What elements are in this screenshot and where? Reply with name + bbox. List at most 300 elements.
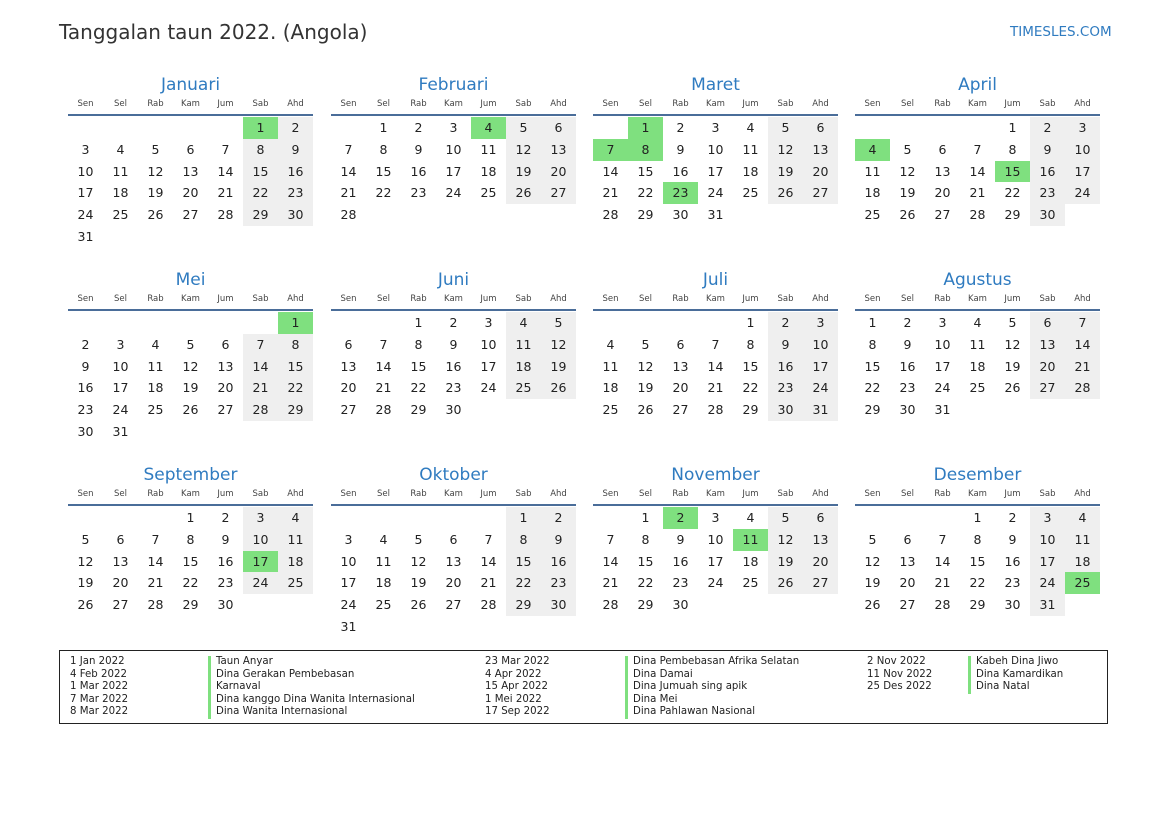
day-cell[interactable]: 28 [217,207,234,223]
day-cell[interactable]: 27 [445,597,462,613]
day-cell[interactable]: 10 [480,336,497,352]
day-cell[interactable]: 25 [480,185,497,201]
day-cell[interactable]: 20 [112,575,129,591]
day-cell[interactable]: 12 [182,358,199,374]
day-cell[interactable]: 3 [116,336,125,352]
day-cell[interactable]: 13 [803,139,838,161]
day-cell[interactable]: 6 [344,336,353,352]
day-cell[interactable]: 5 [186,336,195,352]
day-cell[interactable]: 26 [147,207,164,223]
day-cell[interactable]: 2 [1008,510,1017,525]
day-cell[interactable]: 31 [77,228,94,244]
day-cell[interactable]: 18 [864,185,881,201]
day-cell[interactable]: 9 [1008,531,1017,547]
day-cell[interactable]: 18 [112,185,129,201]
day-cell[interactable]: 10 [112,358,129,374]
day-cell[interactable]: 26 [506,182,541,204]
day-cell[interactable]: 6 [541,117,576,139]
day-cell[interactable]: 29 [864,402,881,418]
day-cell[interactable]: 16 [672,553,689,569]
day-cell[interactable]: 27 [672,402,689,418]
day-cell[interactable]: 24 [934,380,951,396]
day-cell[interactable]: 9 [676,531,685,547]
day-cell[interactable]: 13 [1030,334,1065,356]
holiday-day-cell[interactable]: 25 [1065,572,1100,594]
day-cell[interactable]: 20 [217,380,234,396]
day-cell[interactable]: 9 [768,334,803,356]
day-cell[interactable]: 25 [742,185,759,201]
day-cell[interactable]: 30 [445,402,462,418]
day-cell[interactable]: 23 [672,575,689,591]
day-cell[interactable]: 12 [899,163,916,179]
day-cell[interactable]: 3 [711,120,720,135]
day-cell[interactable]: 24 [340,597,357,613]
day-cell[interactable]: 29 [243,204,278,226]
holiday-day-cell[interactable]: 1 [243,117,278,139]
day-cell[interactable]: 6 [449,531,458,547]
day-cell[interactable]: 10 [1030,529,1065,551]
day-cell[interactable]: 24 [112,402,129,418]
day-cell[interactable]: 12 [768,139,803,161]
day-cell[interactable]: 9 [1030,139,1065,161]
day-cell[interactable]: 19 [506,161,541,183]
day-cell[interactable]: 9 [903,336,912,352]
day-cell[interactable]: 16 [1004,553,1021,569]
day-cell[interactable]: 14 [217,163,234,179]
day-cell[interactable]: 1 [868,315,877,330]
day-cell[interactable]: 18 [1065,551,1100,573]
day-cell[interactable]: 21 [375,380,392,396]
day-cell[interactable]: 3 [344,531,353,547]
day-cell[interactable]: 28 [340,207,357,223]
day-cell[interactable]: 2 [1030,117,1065,139]
day-cell[interactable]: 24 [803,377,838,399]
day-cell[interactable]: 21 [147,575,164,591]
day-cell[interactable]: 7 [1065,312,1100,334]
day-cell[interactable]: 8 [868,336,877,352]
day-cell[interactable]: 29 [969,597,986,613]
day-cell[interactable]: 23 [899,380,916,396]
day-cell[interactable]: 10 [707,141,724,157]
day-cell[interactable]: 10 [1065,139,1100,161]
day-cell[interactable]: 13 [899,553,916,569]
day-cell[interactable]: 4 [973,315,982,330]
day-cell[interactable]: 28 [147,597,164,613]
day-cell[interactable]: 19 [768,551,803,573]
day-cell[interactable]: 16 [899,358,916,374]
day-cell[interactable]: 11 [112,163,129,179]
day-cell[interactable]: 25 [742,575,759,591]
day-cell[interactable]: 25 [375,597,392,613]
day-cell[interactable]: 24 [445,185,462,201]
day-cell[interactable]: 14 [707,358,724,374]
day-cell[interactable]: 8 [379,141,388,157]
holiday-day-cell[interactable]: 2 [663,507,698,529]
day-cell[interactable]: 25 [864,207,881,223]
day-cell[interactable]: 8 [641,531,650,547]
day-cell[interactable]: 31 [803,399,838,421]
day-cell[interactable]: 24 [480,380,497,396]
day-cell[interactable]: 24 [707,575,724,591]
day-cell[interactable]: 22 [375,185,392,201]
day-cell[interactable]: 10 [243,529,278,551]
day-cell[interactable]: 13 [112,553,129,569]
day-cell[interactable]: 1 [973,510,982,525]
day-cell[interactable]: 2 [278,117,313,139]
day-cell[interactable]: 14 [969,163,986,179]
day-cell[interactable]: 18 [506,356,541,378]
day-cell[interactable]: 7 [221,141,230,157]
day-cell[interactable]: 25 [112,207,129,223]
day-cell[interactable]: 7 [344,141,353,157]
day-cell[interactable]: 4 [606,336,615,352]
day-cell[interactable]: 22 [182,575,199,591]
day-cell[interactable]: 6 [1030,312,1065,334]
day-cell[interactable]: 26 [899,207,916,223]
day-cell[interactable]: 9 [221,531,230,547]
day-cell[interactable]: 12 [1004,336,1021,352]
day-cell[interactable]: 20 [899,575,916,591]
holiday-day-cell[interactable]: 1 [628,117,663,139]
day-cell[interactable]: 16 [768,356,803,378]
holiday-day-cell[interactable]: 7 [593,139,628,161]
day-cell[interactable]: 6 [803,507,838,529]
day-cell[interactable]: 7 [711,336,720,352]
day-cell[interactable]: 20 [445,575,462,591]
day-cell[interactable]: 15 [410,358,427,374]
holiday-day-cell[interactable]: 11 [733,529,768,551]
day-cell[interactable]: 8 [243,139,278,161]
day-cell[interactable]: 25 [969,380,986,396]
day-cell[interactable]: 9 [541,529,576,551]
day-cell[interactable]: 31 [340,618,357,634]
day-cell[interactable]: 20 [541,161,576,183]
day-cell[interactable]: 7 [151,531,160,547]
day-cell[interactable]: 23 [1004,575,1021,591]
day-cell[interactable]: 4 [746,510,755,525]
day-cell[interactable]: 28 [969,207,986,223]
day-cell[interactable]: 8 [1008,141,1017,157]
day-cell[interactable]: 1 [641,510,650,525]
day-cell[interactable]: 1 [186,510,195,525]
day-cell[interactable]: 21 [602,575,619,591]
day-cell[interactable]: 8 [414,336,423,352]
day-cell[interactable]: 30 [768,399,803,421]
day-cell[interactable]: 19 [768,161,803,183]
day-cell[interactable]: 27 [541,182,576,204]
holiday-day-cell[interactable]: 4 [471,117,506,139]
day-cell[interactable]: 23 [278,182,313,204]
day-cell[interactable]: 18 [480,163,497,179]
day-cell[interactable]: 22 [243,182,278,204]
site-link[interactable]: TIMESLES.COM [1010,24,1112,40]
day-cell[interactable]: 23 [410,185,427,201]
day-cell[interactable]: 15 [243,161,278,183]
day-cell[interactable]: 7 [973,141,982,157]
day-cell[interactable]: 4 [116,141,125,157]
day-cell[interactable]: 15 [278,356,313,378]
day-cell[interactable]: 17 [480,358,497,374]
day-cell[interactable]: 29 [1004,207,1021,223]
day-cell[interactable]: 29 [410,402,427,418]
day-cell[interactable]: 19 [899,185,916,201]
day-cell[interactable]: 22 [278,377,313,399]
day-cell[interactable]: 20 [803,551,838,573]
day-cell[interactable]: 31 [112,423,129,439]
day-cell[interactable]: 23 [768,377,803,399]
day-cell[interactable]: 4 [1065,507,1100,529]
day-cell[interactable]: 13 [672,358,689,374]
holiday-day-cell[interactable]: 17 [243,551,278,573]
day-cell[interactable]: 5 [506,117,541,139]
day-cell[interactable]: 12 [147,163,164,179]
day-cell[interactable]: 29 [182,597,199,613]
day-cell[interactable]: 19 [1004,358,1021,374]
day-cell[interactable]: 14 [934,553,951,569]
day-cell[interactable]: 15 [182,553,199,569]
day-cell[interactable]: 28 [934,597,951,613]
day-cell[interactable]: 31 [707,207,724,223]
day-cell[interactable]: 26 [541,377,576,399]
day-cell[interactable]: 16 [278,161,313,183]
day-cell[interactable]: 14 [602,163,619,179]
day-cell[interactable]: 15 [637,163,654,179]
day-cell[interactable]: 7 [606,531,615,547]
day-cell[interactable]: 15 [375,163,392,179]
day-cell[interactable]: 9 [676,141,685,157]
day-cell[interactable]: 21 [602,185,619,201]
day-cell[interactable]: 1 [414,315,423,330]
day-cell[interactable]: 20 [182,185,199,201]
day-cell[interactable]: 23 [1030,182,1065,204]
day-cell[interactable]: 17 [1065,161,1100,183]
day-cell[interactable]: 26 [768,182,803,204]
day-cell[interactable]: 11 [480,141,497,157]
day-cell[interactable]: 17 [340,575,357,591]
day-cell[interactable]: 3 [938,315,947,330]
day-cell[interactable]: 26 [637,402,654,418]
day-cell[interactable]: 23 [541,572,576,594]
day-cell[interactable]: 17 [77,185,94,201]
day-cell[interactable]: 1 [746,315,755,330]
day-cell[interactable]: 10 [340,553,357,569]
day-cell[interactable]: 27 [934,207,951,223]
day-cell[interactable]: 12 [410,553,427,569]
day-cell[interactable]: 16 [77,380,94,396]
day-cell[interactable]: 6 [803,117,838,139]
day-cell[interactable]: 19 [541,356,576,378]
day-cell[interactable]: 11 [864,163,881,179]
day-cell[interactable]: 20 [340,380,357,396]
holiday-day-cell[interactable]: 23 [663,182,698,204]
day-cell[interactable]: 16 [1030,161,1065,183]
day-cell[interactable]: 23 [77,402,94,418]
day-cell[interactable]: 26 [864,597,881,613]
day-cell[interactable]: 7 [379,336,388,352]
day-cell[interactable]: 6 [221,336,230,352]
day-cell[interactable]: 8 [506,529,541,551]
day-cell[interactable]: 29 [506,594,541,616]
day-cell[interactable]: 10 [445,141,462,157]
day-cell[interactable]: 2 [676,120,685,135]
day-cell[interactable]: 19 [147,185,164,201]
day-cell[interactable]: 17 [445,163,462,179]
day-cell[interactable]: 30 [278,204,313,226]
day-cell[interactable]: 12 [637,358,654,374]
day-cell[interactable]: 21 [480,575,497,591]
day-cell[interactable]: 18 [375,575,392,591]
day-cell[interactable]: 19 [77,575,94,591]
day-cell[interactable]: 13 [217,358,234,374]
day-cell[interactable]: 16 [445,358,462,374]
day-cell[interactable]: 22 [410,380,427,396]
day-cell[interactable]: 18 [742,553,759,569]
day-cell[interactable]: 13 [541,139,576,161]
day-cell[interactable]: 3 [1065,117,1100,139]
day-cell[interactable]: 21 [217,185,234,201]
day-cell[interactable]: 3 [803,312,838,334]
day-cell[interactable]: 11 [147,358,164,374]
day-cell[interactable]: 6 [903,531,912,547]
day-cell[interactable]: 28 [707,402,724,418]
day-cell[interactable]: 8 [746,336,755,352]
holiday-day-cell[interactable]: 1 [278,312,313,334]
day-cell[interactable]: 11 [602,358,619,374]
day-cell[interactable]: 29 [637,207,654,223]
day-cell[interactable]: 17 [803,356,838,378]
day-cell[interactable]: 5 [641,336,650,352]
day-cell[interactable]: 8 [186,531,195,547]
day-cell[interactable]: 24 [1065,182,1100,204]
day-cell[interactable]: 3 [1030,507,1065,529]
day-cell[interactable]: 2 [414,120,423,135]
day-cell[interactable]: 21 [934,575,951,591]
day-cell[interactable]: 14 [375,358,392,374]
day-cell[interactable]: 9 [414,141,423,157]
day-cell[interactable]: 30 [672,207,689,223]
day-cell[interactable]: 18 [969,358,986,374]
day-cell[interactable]: 23 [445,380,462,396]
day-cell[interactable]: 28 [243,399,278,421]
day-cell[interactable]: 15 [637,553,654,569]
day-cell[interactable]: 25 [506,377,541,399]
day-cell[interactable]: 25 [602,402,619,418]
day-cell[interactable]: 14 [602,553,619,569]
day-cell[interactable]: 18 [602,380,619,396]
day-cell[interactable]: 9 [81,358,90,374]
holiday-day-cell[interactable]: 15 [995,161,1030,183]
day-cell[interactable]: 26 [77,597,94,613]
day-cell[interactable]: 12 [77,553,94,569]
day-cell[interactable]: 3 [81,141,90,157]
day-cell[interactable]: 10 [803,334,838,356]
day-cell[interactable]: 2 [449,315,458,330]
day-cell[interactable]: 5 [151,141,160,157]
day-cell[interactable]: 30 [217,597,234,613]
day-cell[interactable]: 3 [711,510,720,525]
day-cell[interactable]: 15 [864,358,881,374]
day-cell[interactable]: 27 [340,402,357,418]
day-cell[interactable]: 18 [147,380,164,396]
day-cell[interactable]: 27 [112,597,129,613]
day-cell[interactable]: 31 [934,402,951,418]
day-cell[interactable]: 8 [278,334,313,356]
day-cell[interactable]: 30 [541,594,576,616]
day-cell[interactable]: 15 [742,358,759,374]
day-cell[interactable]: 19 [864,575,881,591]
day-cell[interactable]: 1 [506,507,541,529]
day-cell[interactable]: 13 [182,163,199,179]
day-cell[interactable]: 5 [414,531,423,547]
day-cell[interactable]: 11 [506,334,541,356]
day-cell[interactable]: 24 [707,185,724,201]
day-cell[interactable]: 4 [506,312,541,334]
day-cell[interactable]: 19 [637,380,654,396]
day-cell[interactable]: 7 [243,334,278,356]
day-cell[interactable]: 18 [278,551,313,573]
day-cell[interactable]: 2 [768,312,803,334]
day-cell[interactable]: 5 [81,531,90,547]
day-cell[interactable]: 29 [278,399,313,421]
day-cell[interactable]: 7 [484,531,493,547]
day-cell[interactable]: 16 [410,163,427,179]
day-cell[interactable]: 31 [1030,594,1065,616]
day-cell[interactable]: 21 [243,377,278,399]
day-cell[interactable]: 29 [637,597,654,613]
day-cell[interactable]: 27 [217,402,234,418]
day-cell[interactable]: 3 [243,507,278,529]
day-cell[interactable]: 5 [768,507,803,529]
day-cell[interactable]: 6 [676,336,685,352]
day-cell[interactable]: 5 [1008,315,1017,330]
day-cell[interactable]: 25 [147,402,164,418]
day-cell[interactable]: 17 [1030,551,1065,573]
day-cell[interactable]: 14 [1065,334,1100,356]
day-cell[interactable]: 8 [973,531,982,547]
day-cell[interactable]: 13 [445,553,462,569]
day-cell[interactable]: 6 [116,531,125,547]
day-cell[interactable]: 25 [278,572,313,594]
day-cell[interactable]: 21 [340,185,357,201]
day-cell[interactable]: 28 [375,402,392,418]
day-cell[interactable]: 22 [864,380,881,396]
day-cell[interactable]: 28 [602,207,619,223]
day-cell[interactable]: 22 [637,575,654,591]
day-cell[interactable]: 19 [410,575,427,591]
day-cell[interactable]: 22 [1004,185,1021,201]
day-cell[interactable]: 27 [899,597,916,613]
day-cell[interactable]: 1 [1008,120,1017,135]
day-cell[interactable]: 12 [768,529,803,551]
day-cell[interactable]: 5 [903,141,912,157]
day-cell[interactable]: 21 [969,185,986,201]
day-cell[interactable]: 26 [1004,380,1021,396]
day-cell[interactable]: 14 [340,163,357,179]
day-cell[interactable]: 30 [672,597,689,613]
day-cell[interactable]: 21 [707,380,724,396]
day-cell[interactable]: 4 [746,120,755,135]
day-cell[interactable]: 12 [541,334,576,356]
day-cell[interactable]: 26 [768,572,803,594]
day-cell[interactable]: 14 [480,553,497,569]
day-cell[interactable]: 21 [1065,356,1100,378]
day-cell[interactable]: 5 [768,117,803,139]
day-cell[interactable]: 20 [934,185,951,201]
day-cell[interactable]: 22 [506,572,541,594]
day-cell[interactable]: 4 [379,531,388,547]
day-cell[interactable]: 24 [243,572,278,594]
day-cell[interactable]: 27 [803,182,838,204]
